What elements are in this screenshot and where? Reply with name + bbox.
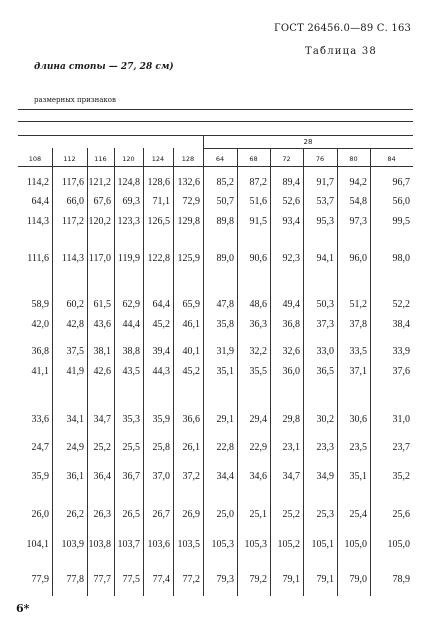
table-cell: 50,3 [316,299,334,310]
table-cell: 38,4 [392,319,410,330]
rule-3 [18,135,413,136]
table-cell: 103,7 [117,539,140,550]
table-cell: 104,1 [26,539,49,550]
table-cell: 129,8 [177,216,200,227]
table-cell: 38,8 [122,346,140,357]
table-cell: 98,0 [392,253,410,264]
table-cell: 52,2 [392,299,410,310]
table-cell: 122,8 [147,253,170,264]
table-cell: 105,0 [344,539,367,550]
table-cell: 42,8 [66,319,84,330]
table-cell: 79,2 [249,574,267,585]
table-cell: 36,8 [31,346,49,357]
table-cell: 25,6 [392,509,410,520]
table-cell: 33,6 [31,414,49,425]
table-cell: 35,8 [216,319,234,330]
table-cell: 46,1 [182,319,200,330]
document-code: ГОСТ 26456.0—89 С. 163 [274,23,412,34]
table-cell: 64,4 [31,196,49,207]
column-header: 124 [151,155,165,163]
table-cell: 96,7 [392,177,410,188]
table-cell: 38,1 [93,346,111,357]
table-cell: 37,2 [182,471,200,482]
table-cell: 26,2 [66,509,84,520]
table-cell: 37,6 [392,366,410,377]
table-cell: 25,5 [122,442,140,453]
column-header: 80 [349,155,358,163]
table-cell: 31,9 [216,346,234,357]
table-cell: 36,0 [282,366,300,377]
table-cell: 103,8 [88,539,111,550]
table-cell: 35,1 [216,366,234,377]
table-cell: 87,2 [249,177,267,188]
table-cell: 62,9 [122,299,140,310]
column-header: 128 [181,155,195,163]
table-cell: 31,0 [392,414,410,425]
table-cell: 124,8 [117,177,140,188]
table-cell: 119,9 [117,253,140,264]
table-cell: 79,0 [349,574,367,585]
table-cell: 64,4 [152,299,170,310]
table-cell: 54,8 [349,196,367,207]
table-cell: 95,3 [316,216,334,227]
table-cell: 79,1 [282,574,300,585]
table-cell: 34,6 [249,471,267,482]
table-cell: 60,2 [66,299,84,310]
table-cell: 35,3 [122,414,140,425]
table-cell: 61,5 [93,299,111,310]
table-cell: 22,9 [249,442,267,453]
table-cell: 26,3 [93,509,111,520]
rule-top [18,109,413,110]
table-cell: 72,9 [182,196,200,207]
table-cell: 111,6 [27,253,49,264]
table-cell: 105,1 [311,539,334,550]
table-cell: 89,0 [216,253,234,264]
table-cell: 77,5 [122,574,140,585]
table-cell: 77,7 [93,574,111,585]
table-cell: 26,1 [182,442,200,453]
table-cell: 39,4 [152,346,170,357]
column-header: 72 [282,155,291,163]
table-cell: 32,2 [249,346,267,357]
table-cell: 126,5 [147,216,170,227]
table-cell: 37,1 [349,366,367,377]
table-cell: 94,1 [316,253,334,264]
table-cell: 103,9 [61,539,84,550]
table-cell: 25,3 [316,509,334,520]
table-cell: 40,1 [182,346,200,357]
table-cell: 35,5 [249,366,267,377]
table-cell: 77,2 [182,574,200,585]
table-cell: 85,2 [216,177,234,188]
column-header: 84 [387,155,396,163]
table-cell: 34,1 [66,414,84,425]
table-cell: 114,3 [61,253,84,264]
table-cell: 30,6 [349,414,367,425]
table-cell: 36,3 [249,319,267,330]
table-cell: 91,5 [249,216,267,227]
rule-group [203,148,413,149]
table-cell: 23,5 [349,442,367,453]
table-cell: 26,9 [182,509,200,520]
table-cell: 37,5 [66,346,84,357]
table-cell: 34,7 [93,414,111,425]
table-cell: 44,3 [152,366,170,377]
column-header: 116 [94,155,107,163]
table-cell: 25,8 [152,442,170,453]
table-cell: 36,6 [182,414,200,425]
column-header: 112 [63,155,76,163]
table-cell: 29,8 [282,414,300,425]
table-cell: 25,0 [216,509,234,520]
table-cell: 24,9 [66,442,84,453]
table-cell: 51,6 [249,196,267,207]
table-cell: 105,3 [244,539,267,550]
table-cell: 23,3 [316,442,334,453]
table-cell: 37,3 [316,319,334,330]
table-cell: 23,7 [392,442,410,453]
table-cell: 25,4 [349,509,367,520]
table-cell: 92,3 [282,253,300,264]
rule-2 [18,121,413,122]
column-header: 68 [249,155,258,163]
table-cell: 26,7 [152,509,170,520]
table-cell: 120,2 [88,216,111,227]
table-cell: 51,2 [349,299,367,310]
table-cell: 97,3 [349,216,367,227]
table-cell: 117,2 [61,216,84,227]
table-cell: 96,0 [349,253,367,264]
table-cell: 35,1 [349,471,367,482]
table-cell: 58,9 [31,299,49,310]
table-cell: 79,3 [216,574,234,585]
table-cell: 48,6 [249,299,267,310]
table-cell: 91,7 [316,177,334,188]
table-cell: 25,1 [249,509,267,520]
table-cell: 42,0 [31,319,49,330]
table-cell: 29,1 [216,414,234,425]
table-cell: 49,4 [282,299,300,310]
table-cell: 67,6 [93,196,111,207]
column-header: 120 [122,155,135,163]
table-cell: 23,1 [282,442,300,453]
table-cell: 41,1 [31,366,49,377]
table-cell: 29,4 [249,414,267,425]
table-cell: 89,4 [282,177,300,188]
table-cell: 44,4 [122,319,140,330]
table-cell: 121,2 [88,177,111,188]
table-cell: 114,2 [26,177,49,188]
table-cell: 90,6 [249,253,267,264]
table-cell: 117,0 [88,253,111,264]
table-cell: 24,7 [31,442,49,453]
table-cell: 78,9 [392,574,410,585]
table-cell: 93,4 [282,216,300,227]
column-header: 64 [215,155,225,163]
table-cell: 35,9 [31,471,49,482]
table-cell: 105,3 [211,539,234,550]
table-cell: 42,6 [93,366,111,377]
table-cell: 89,8 [216,216,234,227]
table-cell: 77,4 [152,574,170,585]
page-mark: 6* [16,602,30,615]
table-cell: 35,2 [392,471,410,482]
table-cell: 33,0 [316,346,334,357]
table-cell: 66,0 [66,196,84,207]
table-cell: 37,0 [152,471,170,482]
table-cell: 37,8 [349,319,367,330]
table-cell: 53,7 [316,196,334,207]
table-cell: 43,6 [93,319,111,330]
table-cell: 45,2 [182,366,200,377]
table-cell: 26,0 [31,509,49,520]
table-cell: 50,7 [216,196,234,207]
table-cell: 25,2 [93,442,111,453]
table-cell: 25,2 [282,509,300,520]
table-cell: 36,8 [282,319,300,330]
table-cell: 36,1 [66,471,84,482]
table-cell: 34,9 [316,471,334,482]
table-cell: 45,2 [152,319,170,330]
signs-caption: размерных признаков [34,96,116,104]
table-cell: 33,5 [349,346,367,357]
table-cell: 34,4 [216,471,234,482]
table-cell: 103,5 [177,539,200,550]
table-label: Таблица 38 [305,46,377,57]
table-cell: 41,9 [66,366,84,377]
table-cell: 99,5 [392,216,410,227]
table-cell: 34,7 [282,471,300,482]
table-cell: 94,2 [349,177,367,188]
table-cell: 105,0 [387,539,410,550]
group-label-28: 28 [303,138,313,146]
table-cell: 77,9 [31,574,49,585]
table-cell: 128,6 [147,177,170,188]
table-cell: 33,9 [392,346,410,357]
table-cell: 43,5 [122,366,140,377]
table-cell: 30,2 [316,414,334,425]
column-header: 76 [315,155,325,163]
table-cell: 79,1 [316,574,334,585]
rule-head-bottom [18,166,413,167]
table-cell: 36,5 [316,366,334,377]
table-cell: 52,6 [282,196,300,207]
table-cell: 123,3 [117,216,140,227]
column-header: 108 [28,155,42,163]
table-cell: 65,9 [182,299,200,310]
table-cell: 125,9 [177,253,200,264]
table-cell: 35,9 [152,414,170,425]
table-cell: 105,2 [277,539,300,550]
foot-length-caption: длина стопы — 27, 28 см) [34,62,174,72]
table-cell: 77,8 [66,574,84,585]
table-cell: 26,5 [122,509,140,520]
table-cell: 56,0 [392,196,410,207]
table-cell: 103,6 [147,539,170,550]
table-cell: 32,6 [282,346,300,357]
table-cell: 22,8 [216,442,234,453]
table-cell: 36,4 [93,471,111,482]
table-cell: 47,8 [216,299,234,310]
table-cell: 117,6 [61,177,84,188]
table-cell: 36,7 [122,471,140,482]
table-cell: 69,3 [122,196,140,207]
table-cell: 132,6 [177,177,200,188]
table-cell: 71,1 [152,196,170,207]
table-cell: 114,3 [26,216,49,227]
